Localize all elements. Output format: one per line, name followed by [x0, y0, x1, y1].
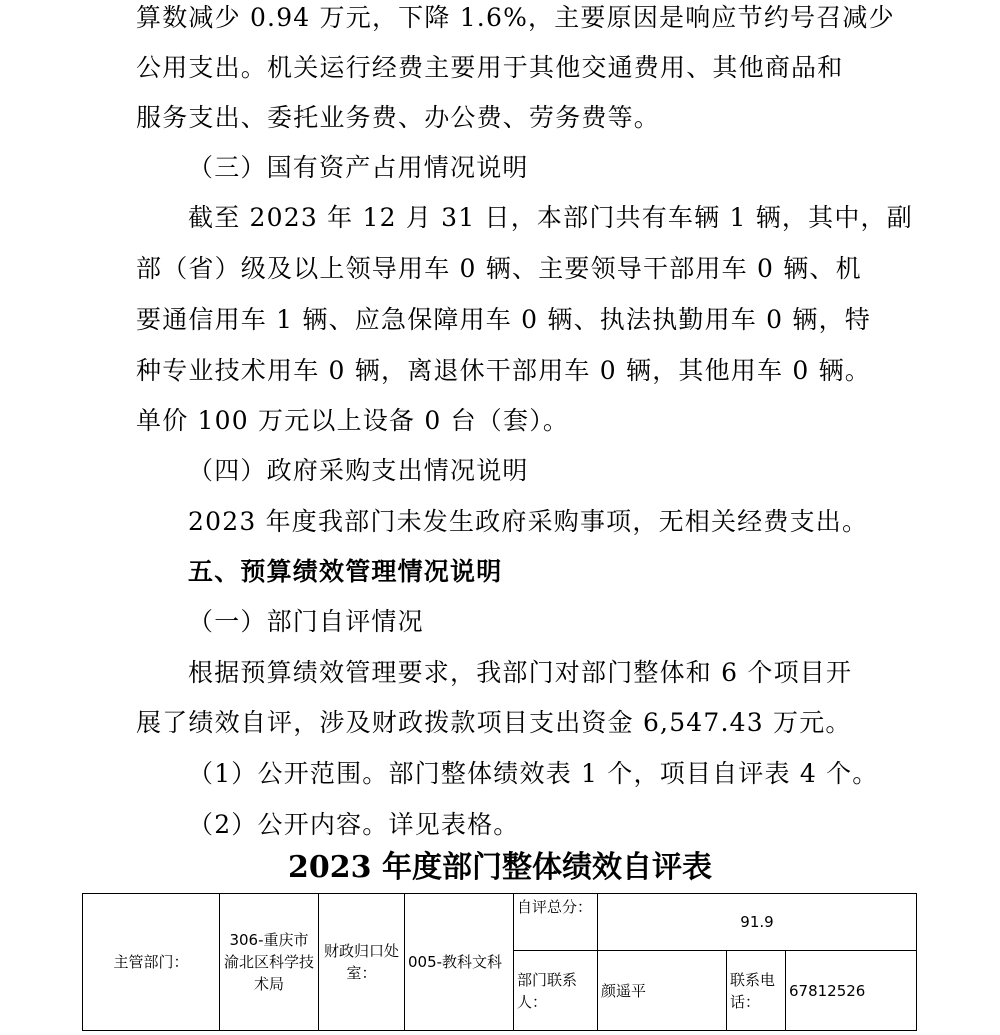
paragraph-line: 2023 年度我部门未发生政府采购事项，无相关经费支出。: [188, 507, 869, 536]
chapter-heading: 五、预算绩效管理情况说明: [188, 557, 503, 586]
phone-label: 联系电话：: [727, 951, 786, 1031]
paragraph-line: 要通信用车 1 辆、应急保障用车 0 辆、执法执勤用车 0 辆，特: [136, 305, 872, 334]
score-label: 自评总分：: [514, 894, 598, 951]
paragraph-line: 公用支出。机关运行经费主要用于其他交通费用、其他商品和: [136, 53, 844, 82]
paragraph-line: 算数减少 0.94 万元，下降 1.6%，主要原因是响应节约号召减少: [136, 3, 895, 32]
paragraph-line: （2）公开内容。详见表格。: [188, 810, 520, 839]
phone-value: 67812526: [786, 951, 917, 1031]
paragraph-line: 服务支出、委托业务费、办公费、劳务费等。: [136, 103, 661, 132]
paragraph-line: 展了绩效自评，涉及财政拨款项目支出资金 6,547.43 万元。: [136, 708, 852, 737]
paragraph-line: 部（省）级及以上领导用车 0 辆、主要领导干部用车 0 辆、机: [136, 254, 862, 283]
paragraph-line: 根据预算绩效管理要求，我部门对部门整体和 6 个项目开: [188, 658, 853, 687]
paragraph-line: 截至 2023 年 12 月 31 日，本部门共有车辆 1 辆，其中，副: [188, 203, 913, 232]
finance-label: 财政归口处室：: [319, 894, 405, 1031]
table-title: 2023 年度部门整体绩效自评表: [288, 850, 712, 885]
contact-label: 部门联系人：: [514, 951, 598, 1031]
finance-value: 005-教科文科: [405, 894, 514, 1031]
section-heading: （三）国有资产占用情况说明: [188, 153, 529, 182]
section-heading: （四）政府采购支出情况说明: [188, 456, 529, 485]
contact-value: 颜遥平: [598, 951, 727, 1031]
paragraph-line: 种专业技术用车 0 辆，离退休干部用车 0 辆，其他用车 0 辆。: [136, 356, 871, 385]
dept-label: 主管部门：: [83, 894, 220, 1031]
paragraph-line: （1）公开范围。部门整体绩效表 1 个，项目自评表 4 个。: [188, 759, 879, 788]
paragraph-line: 单价 100 万元以上设备 0 台（套）。: [136, 406, 570, 435]
dept-value: 306-重庆市渝北区科学技术局: [220, 894, 319, 1031]
performance-table: [82, 893, 917, 1031]
section-heading: （一）部门自评情况: [188, 607, 424, 636]
score-value: 91.9: [598, 894, 917, 951]
